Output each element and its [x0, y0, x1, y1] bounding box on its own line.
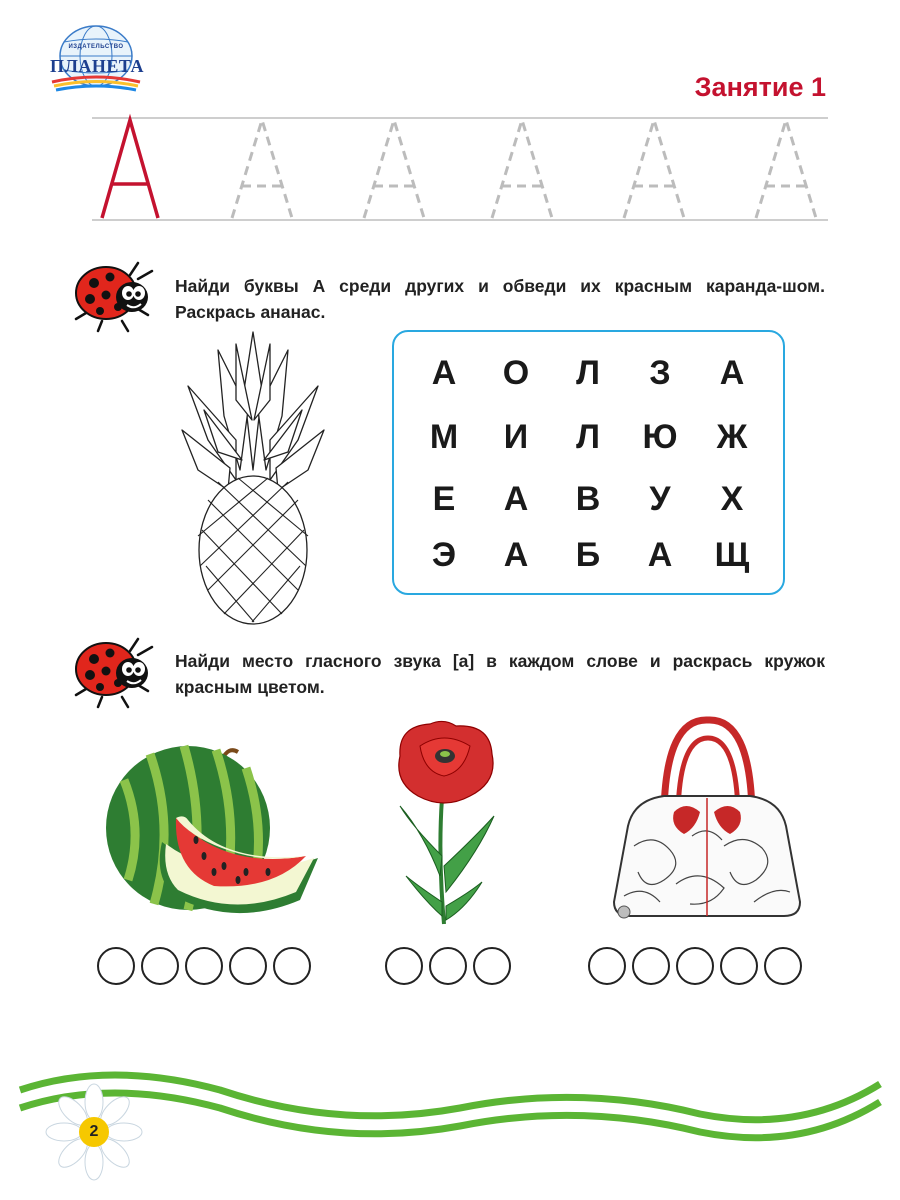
footer-wave [0, 1050, 900, 1200]
grid-letter[interactable]: У [649, 480, 671, 518]
sample-letter-a [102, 120, 158, 218]
pineapple-picture[interactable] [178, 330, 328, 626]
logo-text: ПЛАНЕТА [50, 56, 145, 76]
sound-circle[interactable] [385, 947, 423, 985]
grid-letter[interactable]: Э [431, 536, 457, 574]
grid-letter[interactable]: Л [576, 354, 600, 392]
grid-letter[interactable]: Х [720, 480, 744, 518]
ladybug-icon [72, 633, 158, 711]
tracing-area[interactable] [92, 110, 828, 226]
grid-letter[interactable]: Б [575, 536, 601, 574]
logo-subtext: ИЗДАТЕЛЬСТВО [68, 44, 124, 50]
grid-letter[interactable]: В [575, 480, 601, 518]
grid-letter[interactable]: А [719, 354, 745, 392]
lesson-title: Занятие 1 [694, 72, 826, 102]
page-number: 2 [79, 1117, 109, 1147]
watermelon-picture [104, 740, 322, 918]
handbag-picture [604, 716, 810, 922]
grid-letter[interactable]: А [647, 536, 673, 574]
grid-letter[interactable]: М [429, 418, 459, 456]
grid-letter[interactable]: О [502, 354, 530, 392]
sound-circle[interactable] [141, 947, 179, 985]
trace-letter-a[interactable] [624, 120, 684, 218]
sound-circle[interactable] [473, 947, 511, 985]
grid-letter[interactable]: И [503, 418, 529, 456]
trace-letter-a[interactable] [364, 120, 424, 218]
grid-letter[interactable]: Е [432, 480, 456, 518]
sound-circle[interactable] [185, 947, 223, 985]
grid-letter[interactable]: Л [576, 418, 600, 456]
sound-circles-watermelon [97, 947, 311, 985]
grid-letter[interactable]: А [503, 480, 529, 518]
sound-circle[interactable] [676, 947, 714, 985]
grid-letter[interactable]: З [649, 354, 671, 392]
poppy-picture [390, 716, 500, 926]
grid-letter[interactable]: А [431, 354, 457, 392]
sound-circle[interactable] [229, 947, 267, 985]
grid-letter[interactable]: Щ [714, 536, 750, 574]
grid-letter[interactable]: Ж [716, 418, 748, 456]
sound-circle[interactable] [720, 947, 758, 985]
ladybug-icon [72, 257, 158, 335]
sound-circles-handbag [588, 947, 802, 985]
sound-circle[interactable] [429, 947, 467, 985]
sound-circle[interactable] [632, 947, 670, 985]
trace-letter-a[interactable] [232, 120, 292, 218]
sound-circle[interactable] [97, 947, 135, 985]
trace-letter-a[interactable] [756, 120, 816, 218]
sound-circle[interactable] [273, 947, 311, 985]
grid-letter[interactable]: Ю [642, 418, 678, 456]
letter-grid [392, 330, 785, 595]
sound-circles-poppy [385, 947, 511, 985]
publisher-logo [48, 22, 144, 94]
sound-circle[interactable] [764, 947, 802, 985]
task-2-instruction: Найди место гласного звука [а] в каждом слове и раскрась кружок красным цветом. [175, 651, 825, 697]
grid-letter[interactable]: А [503, 536, 529, 574]
task-1-instruction: Найди буквы А среди других и обведи их красным каранда-шом. Раскрась ананас. [175, 276, 825, 322]
sound-circle[interactable] [588, 947, 626, 985]
trace-letter-a[interactable] [492, 120, 552, 218]
